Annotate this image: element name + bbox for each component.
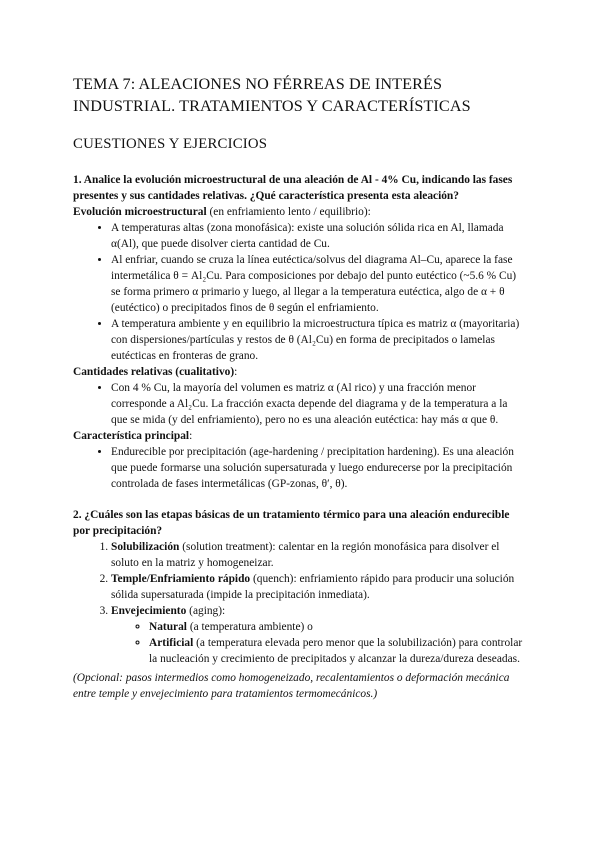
list-item xyxy=(111,603,525,667)
step-label: Temple/Enfriamiento rápido xyxy=(111,573,251,585)
steps-list xyxy=(73,539,525,667)
list-item: • A temperatura ambiente y en equilibrio la microestructura típica es matriz α (mayoritaria) con dispersiones/partículas y restos de θ (Al₂Cu) en forma de precipitados o lamelas eutécticas en fronteras de grano. xyxy=(111,316,525,364)
aging-text: (a temperatura ambiente) o xyxy=(186,621,313,633)
list-item xyxy=(111,571,525,603)
list-item: • A temperaturas altas (zona monofásica): existe una solución sólida rica en Al, llamada α(Al), que puede disolver cierta cantidad de Cu. xyxy=(111,220,525,252)
characteristic-label: Característica principal xyxy=(73,430,190,442)
list-item xyxy=(149,619,525,635)
evolution-label: Evolución microestructural xyxy=(73,206,207,218)
step-label: Solubilización xyxy=(111,541,180,553)
step-text: (quench): enfriamiento rápido para producir una solución sólida supersaturada (impide la precipitación inmediata). xyxy=(111,573,515,601)
step-label: Envejecimiento xyxy=(111,605,187,617)
page-title: TEMA 7: ALEACIONES NO FÉRREAS DE INTERÉS INDUSTRIAL. TRATAMIENTOS Y CARACTERÍSTICAS xyxy=(73,75,471,115)
evolution-list xyxy=(73,220,525,364)
list-item: • Al enfriar, cuando se cruza la línea eutéctica/solvus del diagrama Al–Cu, aparece la fase intermetálica θ = Al₂Cu. Para composiciones por debajo del punto eutéctico (~5.6 % Cu) se forma primero α primario y luego, al llegar a la temperatura eutéctica, algo de α + θ (eutéctico) o precipitados finos de θ según el enfriamiento. xyxy=(111,252,525,316)
quantities-list xyxy=(73,380,525,428)
document-body xyxy=(73,172,525,702)
list-item xyxy=(149,635,525,667)
evolution-subtitle: (en enfriamiento lento / equilibrio): xyxy=(206,206,371,218)
list-item: • Con 4 % Cu, la mayoría del volumen es matriz α (Al rico) y una fracción menor corresponde a Al₂Cu. La fracción exacta depende del diagrama y de la temperatura a la que se mida (y del enfriamiento), pero no es una aleación eutéctica: hay más α que θ. xyxy=(111,380,525,428)
characteristic-heading: Característica principal: xyxy=(73,430,193,442)
step-text: (solution treatment): calentar en la región monofásica para disolver el soluto en la matriz y homogeneizar. xyxy=(111,541,500,569)
characteristic-list xyxy=(73,444,525,492)
section-title: CUESTIONES Y EJERCICIOS xyxy=(73,136,268,152)
aging-text: (a temperatura elevada pero menor que la solubilización) para controlar la nucleación y crecimiento de precipitados y alcanzar la dureza/dureza deseadas. xyxy=(149,637,523,665)
divider-space xyxy=(73,492,525,507)
aging-label: Natural xyxy=(149,621,187,633)
step-text: (aging): xyxy=(186,605,226,617)
question-1: 1. Analice la evolución microestructural de una aleación de Al - 4% Cu, indicando las fases presentes y sus cantidades relativas. ¿Qué característica presenta esta aleación? xyxy=(73,174,513,202)
question-2: 2. ¿Cuáles son las etapas básicas de un tratamiento térmico para una aleación endurecible por precipitación? xyxy=(73,509,510,537)
optional-note: (Opcional: pasos intermedios como homogeneizado, recalentamientos o deformación mecánica entre temple y envejecimiento para tratamientos termomecánicos.) xyxy=(73,672,510,700)
aging-list xyxy=(111,619,525,667)
aging-label: Artificial xyxy=(149,637,194,649)
list-item xyxy=(111,539,525,571)
quantities-heading: Cantidades relativas (cualitativo): xyxy=(73,366,238,378)
quantities-label: Cantidades relativas (cualitativo) xyxy=(73,366,235,378)
list-item: • Endurecible por precipitación (age-hardening / precipitation hardening). Es una aleación que puede formarse una solución supersaturada y luego endurecerse por la precipitación controlada de fases intermetálicas (GP-zonas, θ′, θ). xyxy=(111,444,525,492)
evolution-heading xyxy=(73,204,525,220)
